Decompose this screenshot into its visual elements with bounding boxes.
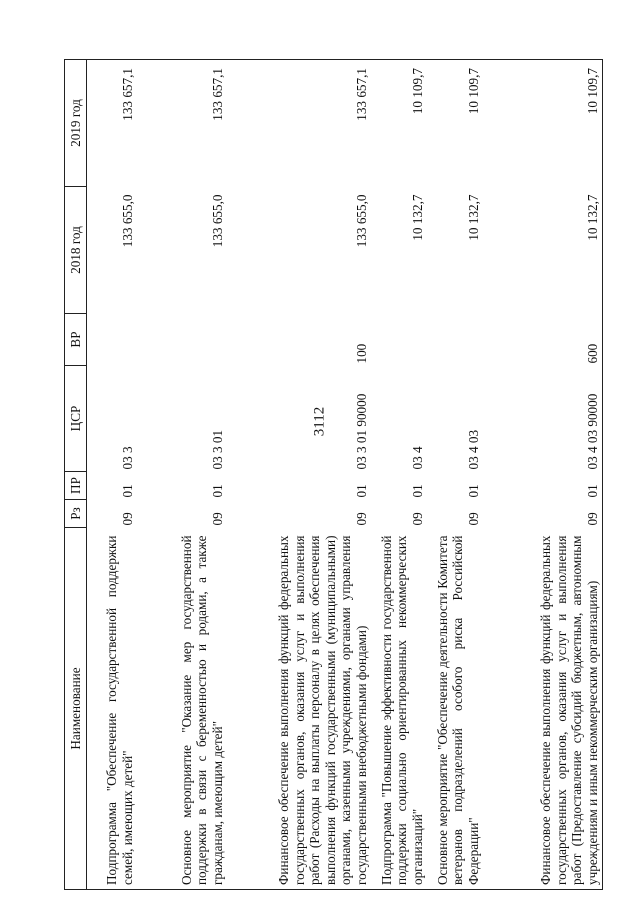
rotated-table-container	[64, 60, 600, 890]
row-csr: 03 4 03	[465, 429, 481, 470]
row-2019: 133 657,1	[87, 60, 138, 187]
table-row	[371, 60, 427, 890]
row-2019: 10 109,7	[427, 60, 483, 187]
row-rz: 09	[483, 500, 603, 528]
row-2018: 10 132,7	[483, 187, 603, 314]
row-rz: 09	[119, 512, 135, 526]
header-vr: ВР	[65, 314, 87, 366]
row-pr: 01	[119, 484, 135, 498]
table-row	[87, 60, 138, 890]
row-vr	[371, 314, 427, 366]
row-csr: 03 4 03 90000	[483, 366, 603, 472]
row-csr: 03 3 01 90000	[353, 393, 369, 470]
row-csr: 03 3 01	[209, 429, 225, 470]
row-2019: 133 657,1	[227, 60, 371, 187]
row-2018: 133 655,0	[353, 194, 369, 248]
row-vr	[87, 314, 138, 366]
row-pr: 01	[353, 484, 369, 498]
header-2019: 2019 год	[65, 60, 87, 187]
row-pr: 01	[409, 484, 425, 498]
table-row	[483, 60, 603, 890]
page-number: 3112	[311, 406, 328, 437]
row-rz: 09	[409, 512, 425, 526]
row-rz: 09	[209, 512, 225, 526]
row-name: Основное мероприятие "Оказание мер государственной поддержки в связи с беременностью и родами, а также гражданам, имеющим детей"	[137, 528, 227, 890]
row-2019: 10 109,7	[483, 60, 603, 187]
table-row	[427, 60, 483, 890]
row-csr: 03 3	[119, 446, 135, 470]
row-vr	[137, 314, 227, 366]
row-vr: 600	[483, 314, 603, 366]
header-pr: ПР	[65, 472, 87, 500]
table-row	[227, 60, 371, 890]
header-name: Наименование	[65, 528, 87, 890]
row-2019: 133 657,1	[137, 60, 227, 187]
table-row	[137, 60, 227, 890]
row-rz: 09	[353, 512, 369, 526]
row-name: Финансовое обеспечение выполнения функций федеральных государственных органов, оказания услуг и выполнения работ (Предоставление субсидий бюджетным, автономным учреждениям и иным некоммерческим организациям)	[483, 528, 603, 890]
budget-table	[64, 59, 603, 890]
row-vr	[427, 314, 483, 366]
row-pr: 01	[483, 472, 603, 500]
table-header-row	[65, 60, 87, 890]
row-name: Основное мероприятие "Обеспечение деятельности Комитета ветеранов подразделений особого риска Российской Федерации"	[427, 528, 483, 890]
row-2018: 133 655,0	[209, 194, 225, 248]
header-2018: 2018 год	[65, 187, 87, 314]
row-name: Подпрограмма "Повышение эффективности государственной поддержки социально ориентированных некоммерческих организаций"	[371, 528, 427, 890]
row-pr: 01	[465, 484, 481, 498]
row-name: Подпрограмма "Обеспечение государственной поддержки семей, имеющих детей"	[87, 528, 138, 890]
row-2018: 10 132,7	[465, 194, 481, 241]
row-2019: 10 109,7	[371, 60, 427, 187]
row-pr: 01	[209, 484, 225, 498]
row-rz: 09	[465, 512, 481, 526]
header-rz: Рз	[65, 500, 87, 528]
row-2018: 10 132,7	[409, 194, 425, 241]
header-csr: ЦСР	[65, 366, 87, 472]
row-2018: 133 655,0	[119, 194, 135, 248]
row-name: Финансовое обеспечение выполнения функций федеральных государственных органов, оказания услуг и выполнения работ (Расходы на выплаты персоналу в целях обеспечения выполнения функций государственными (муниципальными) органами, казенными учреждениями, органами управления государственными внебюджетными фондами)	[227, 528, 371, 890]
row-vr: 100	[353, 343, 369, 364]
row-csr: 03 4	[409, 446, 425, 470]
